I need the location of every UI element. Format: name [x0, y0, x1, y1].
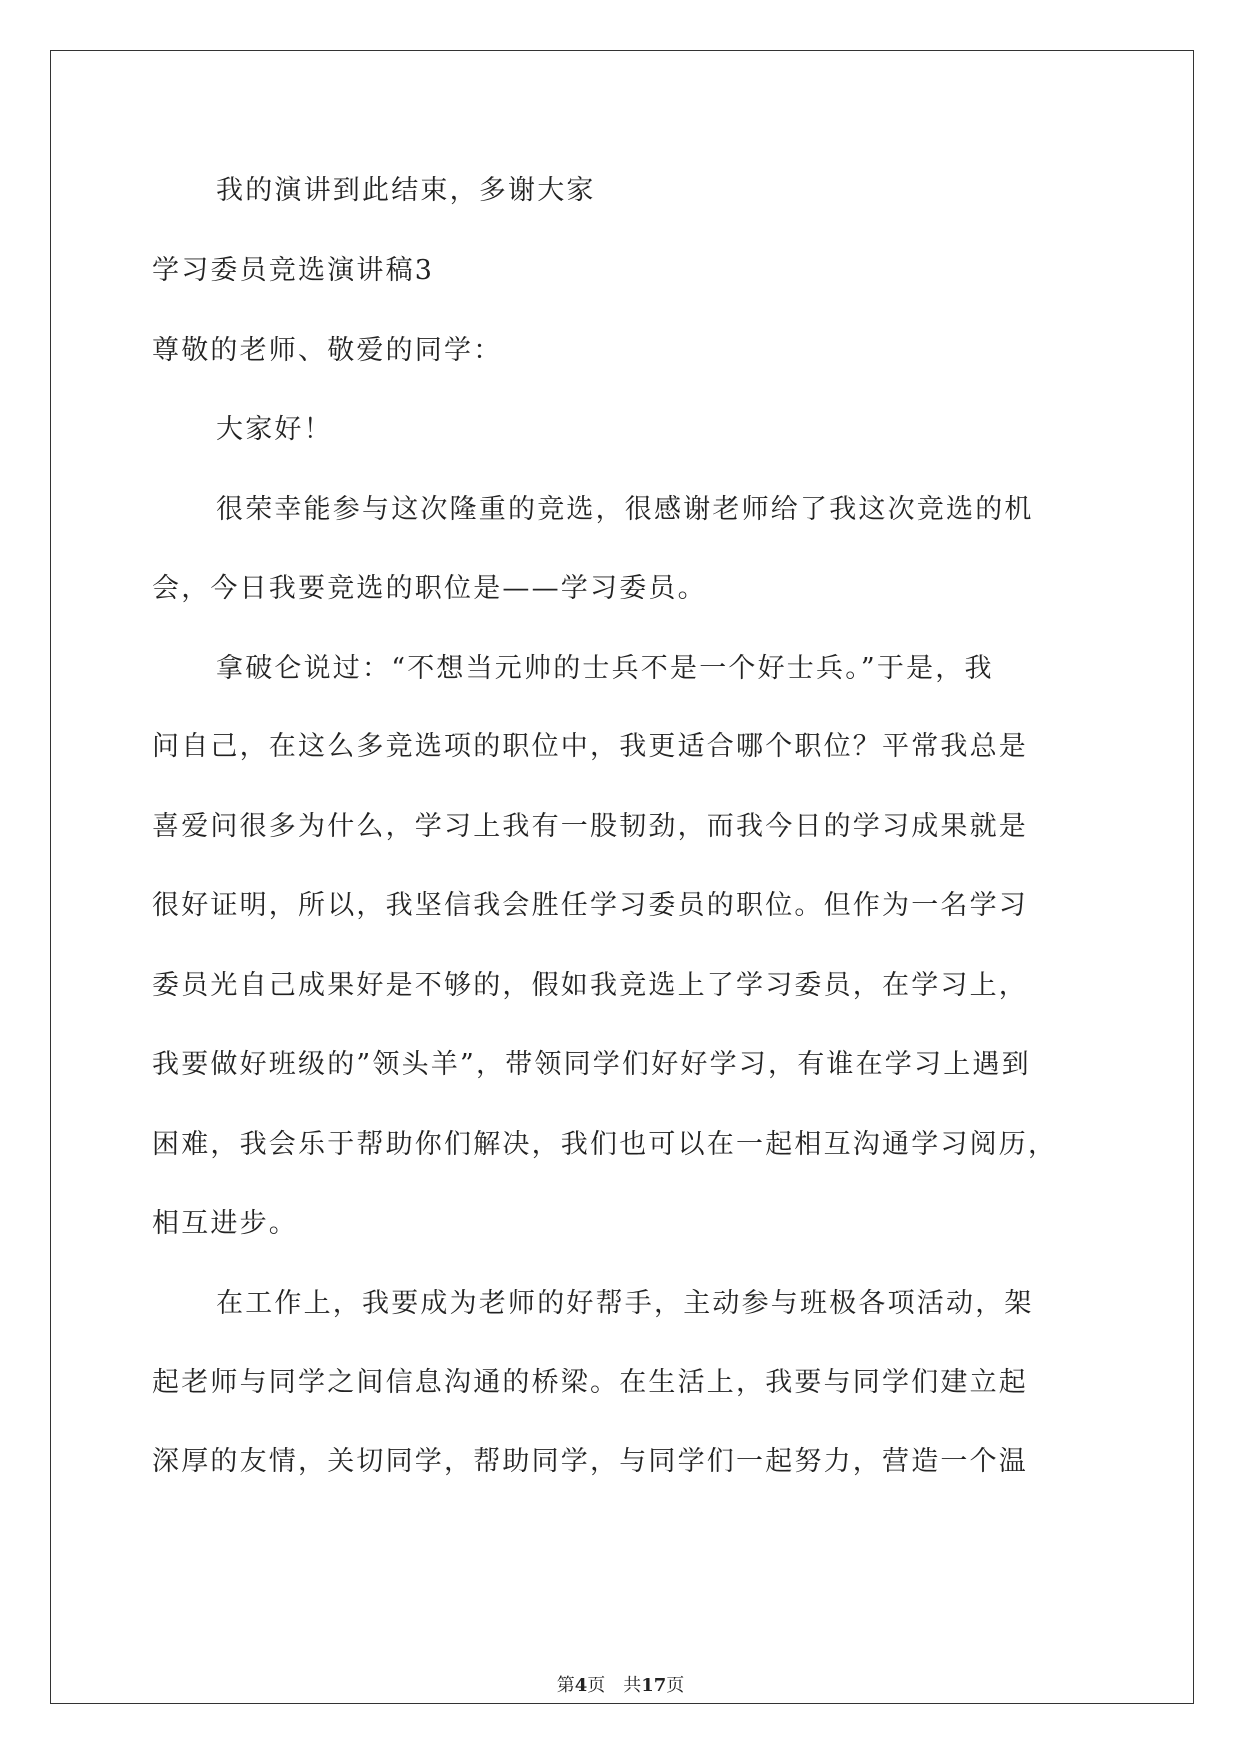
total-pages: 17 — [641, 1675, 667, 1696]
paragraph-line: 拿破仑说过：“不想当元帅的士兵不是一个好士兵。”于是，我 — [216, 653, 994, 684]
paragraph-line: 委员光自己成果好是不够的，假如我竞选上了学习委员，在学习上， — [152, 970, 1028, 1001]
paragraph-line: 问自己，在这么多竞选项的职位中，我更适合哪个职位？平常我总是 — [152, 731, 1028, 762]
paragraph-line: 在工作上，我要成为老师的好帮手，主动参与班极各项活动，架 — [216, 1288, 1034, 1319]
section-title: 学习委员竞选演讲稿3 — [152, 255, 435, 286]
closing-line: 我的演讲到此结束，多谢大家 — [216, 175, 596, 206]
paragraph-line: 喜爱问很多为什么，学习上我有一股韧劲，而我今日的学习成果就是 — [152, 811, 1028, 842]
page-prefix: 第 — [556, 1675, 575, 1696]
paragraph-line: 会，今日我要竞选的职位是——学习委员。 — [152, 573, 707, 604]
paragraph-line: 起老师与同学之间信息沟通的桥梁。在生活上，我要与同学们建立起 — [152, 1367, 1028, 1398]
total-prefix: 共 — [623, 1675, 642, 1696]
paragraph-line: 深厚的友情，关切同学，帮助同学，与同学们一起努力，营造一个温 — [152, 1446, 1028, 1477]
page-footer — [0, 1674, 1241, 1698]
page-number: 4 — [574, 1675, 588, 1696]
page-unit: 页 — [587, 1675, 606, 1696]
greeting: 大家好！ — [216, 414, 333, 445]
paragraph-line: 困难，我会乐于帮助你们解决，我们也可以在一起相互沟通学习阅历， — [152, 1129, 1058, 1160]
paragraph-line: 很好证明，所以，我坚信我会胜任学习委员的职位。但作为一名学习 — [152, 890, 1028, 921]
paragraph-line: 我要做好班级的”领头羊”，带领同学们好好学习，有谁在学习上遇到 — [152, 1049, 1031, 1080]
salutation: 尊敬的老师、敬爱的同学： — [152, 335, 503, 366]
paragraph-line: 相互进步。 — [152, 1208, 298, 1239]
total-unit: 页 — [666, 1675, 685, 1696]
paragraph-line: 很荣幸能参与这次隆重的竞选，很感谢老师给了我这次竞选的机 — [216, 494, 1034, 525]
